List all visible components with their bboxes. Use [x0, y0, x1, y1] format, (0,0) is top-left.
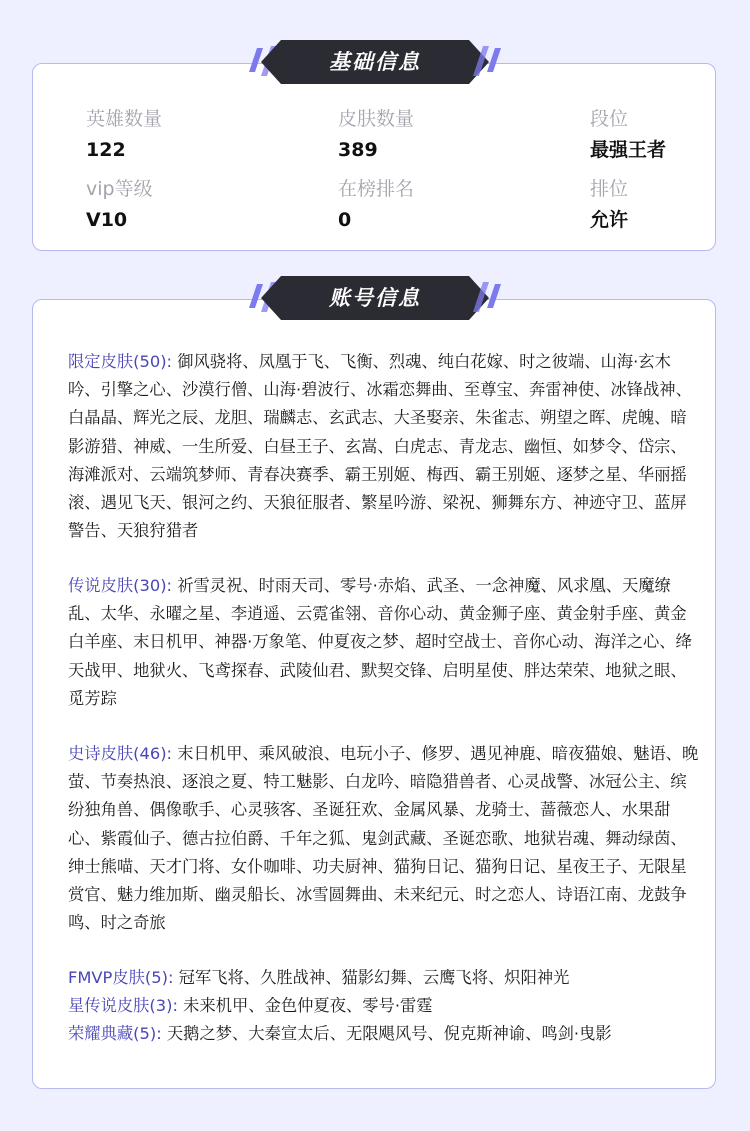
- skin-category-label: FMVP皮肤(5):: [68, 968, 174, 987]
- section-title: 基础信息: [329, 50, 421, 74]
- basic-info-header: [243, 40, 507, 84]
- skin-group-epic: [68, 740, 700, 937]
- skin-category-label: 史诗皮肤(46):: [68, 744, 173, 763]
- stat-value: 389: [338, 139, 378, 161]
- stat-label: 皮肤数量: [338, 108, 415, 130]
- stat-ranked-mode: [590, 177, 628, 232]
- skin-category-label: 星传说皮肤(3):: [68, 996, 178, 1015]
- stat-skin-count: [338, 107, 414, 162]
- skin-list: 冠军飞将、久胜战神、猫影幻舞、云鹰飞将、炽阳神光: [178, 968, 570, 987]
- skin-category-label: 传说皮肤(30):: [68, 576, 173, 595]
- skin-list: 御风骁将、凤凰于飞、飞衡、烈魂、纯白花嫁、时之彼端、山海·玄木吟、引擎之心、沙漠行僧、山海·碧波行、冰霜恋舞曲、至尊宝、奔雷神使、冰锋战神、白晶晶、辉光之辰、龙胆、瑞麟志、玄武志、大圣娶亲、朱雀志、朔望之晖、虎魄、暗影游猎、神威、一生所爱、白昼王子、玄嵩、白虎志、青龙志、幽恒、如梦令、岱宗、海滩派对、云端筑梦师、青春决赛季、霸王别姬、梅西、霸王别姬、逐梦之星、华丽摇滚、遇见飞天、银河之约、天狼征服者、繁星吟游、梁祝、狮舞东方、神迹守卫、蓝屏警告、天狼狩猎者: [68, 352, 692, 541]
- stat-label: 英雄数量: [86, 108, 163, 130]
- skin-list: 末日机甲、乘风破浪、电玩小子、修罗、遇见神鹿、暗夜猫娘、魅语、晚萤、节奏热浪、逐浪之夏、特工魅影、白龙吟、暗隐猎兽者、心灵战警、冰冠公主、缤纷独角兽、偶像歌手、心灵骇客、圣诞狂欢、金属风暴、龙骑士、蔷薇恋人、水果甜心、紫霞仙子、德古拉伯爵、千年之狐、鬼剑武藏、圣诞恋歌、地狱岩魂、舞动绿茵、绅士熊喵、天才门将、女仆咖啡、功夫厨神、猫狗日记、猫狗日记、星夜王子、无限星赏官、魅力维加斯、幽灵船长、冰雪圆舞曲、未来纪元、时之恋人、诗语江南、龙鼓争鸣、时之奇旅: [68, 744, 699, 933]
- stat-vip-level: [86, 177, 153, 232]
- stat-label: vip等级: [86, 178, 153, 200]
- skin-group-legend: [68, 572, 700, 713]
- skin-group-glory-collection: [68, 1020, 700, 1048]
- basic-info-card: [32, 63, 716, 251]
- stat-value: V10: [86, 209, 128, 231]
- stat-leaderboard-rank: [338, 177, 414, 232]
- skin-list: 未来机甲、金色仲夏夜、零号·雷霆: [183, 996, 433, 1015]
- skin-list: 祈雪灵祝、时雨天司、零号·赤焰、武圣、一念神魔、风求凰、天魔缭乱、太华、永曜之星、李逍遥、云霓雀翎、音你心动、黄金狮子座、黄金射手座、黄金白羊座、末日机甲、神器·万象笔、仲夏夜之梦、超时空战士、音你心动、海洋之心、绛天战甲、地狱火、飞鸢探春、武陵仙君、默契交锋、启明星使、胖达荣荣、地狱之眼、觅芳踪: [68, 576, 692, 708]
- section-title: 账号信息: [329, 286, 421, 310]
- stat-hero-count: [86, 107, 162, 162]
- skin-category-label: 荣耀典藏(5):: [68, 1024, 162, 1043]
- skin-category-label: 限定皮肤(50):: [68, 352, 173, 371]
- skin-group-star-legend: [68, 992, 700, 1020]
- stat-label: 排位: [590, 178, 629, 200]
- stat-value: 0: [338, 209, 352, 231]
- skin-group-limited: [68, 348, 700, 545]
- stat-value: 122: [86, 139, 126, 161]
- skin-group-fmvp: [68, 964, 700, 992]
- stat-value: 最强王者: [590, 139, 667, 161]
- stat-label: 段位: [590, 108, 629, 130]
- stat-label: 在榜排名: [338, 178, 415, 200]
- stat-value: 允许: [590, 209, 629, 231]
- stat-rank-tier: [590, 107, 666, 162]
- account-info-header: [243, 276, 507, 320]
- skin-list: 天鹅之梦、大秦宣太后、无限飓风号、倪克斯神谕、鸣剑·曳影: [166, 1024, 612, 1043]
